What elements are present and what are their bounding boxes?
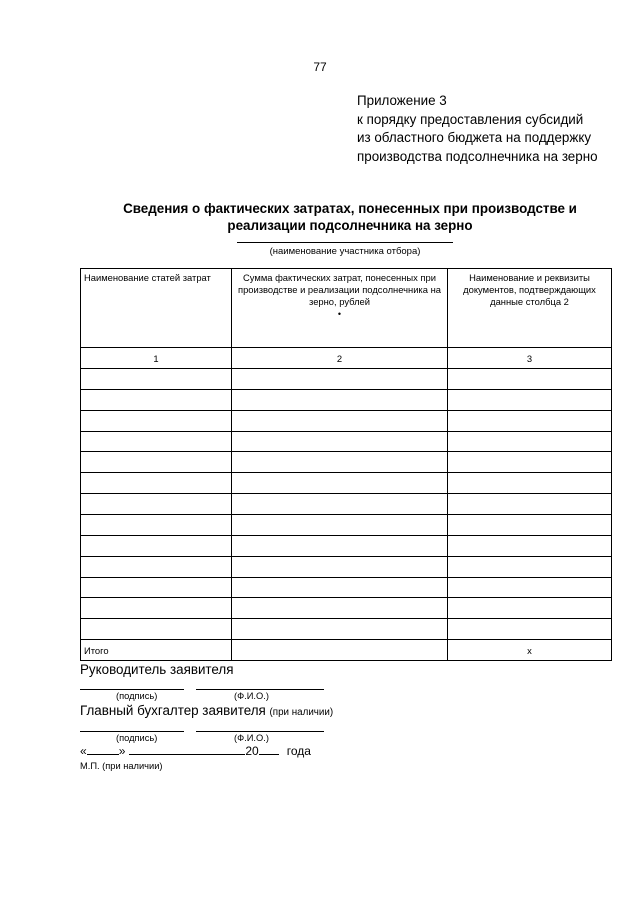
total-documents-cell: x xyxy=(448,640,612,661)
document-cell[interactable] xyxy=(448,619,612,640)
cost-sum-cell[interactable] xyxy=(232,577,448,598)
header-actual-costs-text: Сумма фактических затрат, понесенных при производстве и реализации подсолнечника на зерно, рублей xyxy=(238,272,441,307)
cost-item-cell[interactable] xyxy=(81,369,232,390)
date-close-quote: » xyxy=(118,744,126,758)
cost-sum-cell[interactable] xyxy=(232,473,448,494)
column-number-row xyxy=(81,348,612,369)
total-row xyxy=(81,640,612,661)
header-cost-items: Наименование статей затрат xyxy=(81,269,232,348)
cost-sum-cell[interactable] xyxy=(232,494,448,515)
date-open-quote: « xyxy=(80,744,87,758)
document-cell[interactable] xyxy=(448,514,612,535)
cost-sum-cell[interactable] xyxy=(232,452,448,473)
document-cell[interactable] xyxy=(448,535,612,556)
document-cell[interactable] xyxy=(448,577,612,598)
day-blank[interactable] xyxy=(87,743,119,755)
date-line xyxy=(80,743,311,758)
table-row xyxy=(81,431,612,452)
document-cell[interactable] xyxy=(448,452,612,473)
accountant-name-caption: (Ф.И.О.) xyxy=(234,733,269,743)
costs-table xyxy=(80,268,612,661)
table-row xyxy=(81,473,612,494)
cost-item-cell[interactable] xyxy=(81,556,232,577)
document-cell[interactable] xyxy=(448,598,612,619)
header-documents: Наименование и реквизиты документов, подтверждающих данные столбца 2 xyxy=(448,269,612,348)
cost-sum-cell[interactable] xyxy=(232,619,448,640)
table-header-row xyxy=(81,269,612,348)
cost-sum-cell[interactable] xyxy=(232,556,448,577)
cost-item-cell[interactable] xyxy=(81,494,232,515)
head-signature-line[interactable] xyxy=(80,689,184,690)
document-cell[interactable] xyxy=(448,556,612,577)
column-number: 1 xyxy=(81,348,232,369)
cost-item-cell[interactable] xyxy=(81,452,232,473)
participant-caption: (наименование участника отбора) xyxy=(269,246,421,257)
table-row xyxy=(81,619,612,640)
column-number: 2 xyxy=(232,348,448,369)
appendix-note xyxy=(357,92,598,166)
cost-item-cell[interactable] xyxy=(81,410,232,431)
table-row xyxy=(81,577,612,598)
appendix-line: из областного бюджета на поддержку xyxy=(357,130,592,145)
table-row xyxy=(81,452,612,473)
year-suffix: года xyxy=(286,744,311,758)
document-cell[interactable] xyxy=(448,494,612,515)
cost-sum-cell[interactable] xyxy=(232,535,448,556)
document-cell[interactable] xyxy=(448,473,612,494)
cost-item-cell[interactable] xyxy=(81,619,232,640)
title-line: реализации подсолнечника на зерно xyxy=(227,218,473,233)
head-name-line[interactable] xyxy=(196,689,324,690)
page-number: 77 xyxy=(313,60,327,74)
month-blank[interactable] xyxy=(129,743,245,755)
total-sum-cell[interactable] xyxy=(232,640,448,661)
table-row xyxy=(81,598,612,619)
cost-sum-cell[interactable] xyxy=(232,389,448,410)
cost-sum-cell[interactable] xyxy=(232,598,448,619)
cost-item-cell[interactable] xyxy=(81,389,232,410)
accountant-signature-line[interactable] xyxy=(80,731,184,732)
total-label: Итого xyxy=(81,640,232,661)
document-cell[interactable] xyxy=(448,369,612,390)
appendix-line: к порядку предоставления субсидий xyxy=(357,111,584,127)
accountant-signature-caption: (подпись) xyxy=(116,733,158,743)
cost-sum-cell[interactable] xyxy=(232,369,448,390)
cost-item-cell[interactable] xyxy=(81,431,232,452)
table-row xyxy=(81,535,612,556)
table-row xyxy=(81,514,612,535)
accountant-note: (при наличии) xyxy=(269,707,334,718)
accountant-name-line[interactable] xyxy=(196,731,324,732)
cost-sum-cell[interactable] xyxy=(232,410,448,431)
column-number: 3 xyxy=(448,348,612,369)
document-cell[interactable] xyxy=(448,431,612,452)
head-name-caption: (Ф.И.О.) xyxy=(234,691,269,701)
cost-sum-cell[interactable] xyxy=(232,431,448,452)
appendix-line: производства подсолнечника на зерно xyxy=(357,148,598,164)
cost-item-cell[interactable] xyxy=(81,473,232,494)
cost-item-cell[interactable] xyxy=(81,535,232,556)
document-title xyxy=(60,200,640,234)
head-label: Руководитель заявителя xyxy=(80,662,234,677)
stray-dot: • xyxy=(337,309,342,319)
document-cell[interactable] xyxy=(448,389,612,410)
cost-item-cell[interactable] xyxy=(81,577,232,598)
table-row xyxy=(81,410,612,431)
table-row xyxy=(81,556,612,577)
year-prefix: 20 xyxy=(245,744,259,758)
table-row xyxy=(81,369,612,390)
head-signature-caption: (подпись) xyxy=(116,691,158,701)
participant-name-line xyxy=(237,242,453,243)
table-row xyxy=(81,494,612,515)
appendix-line: Приложение 3 xyxy=(357,93,447,108)
cost-item-cell[interactable] xyxy=(81,598,232,619)
header-actual-costs xyxy=(232,269,448,348)
stamp-note: М.П. (при наличии) xyxy=(80,761,163,771)
title-line: Сведения о фактических затратах, понесенных при производстве и xyxy=(123,201,577,216)
document-cell[interactable] xyxy=(448,410,612,431)
accountant-title: Главный бухгалтер заявителя xyxy=(80,703,266,718)
table-row xyxy=(81,389,612,410)
year-blank[interactable] xyxy=(259,743,279,755)
accountant-label xyxy=(80,703,333,718)
cost-item-cell[interactable] xyxy=(81,514,232,535)
cost-sum-cell[interactable] xyxy=(232,514,448,535)
